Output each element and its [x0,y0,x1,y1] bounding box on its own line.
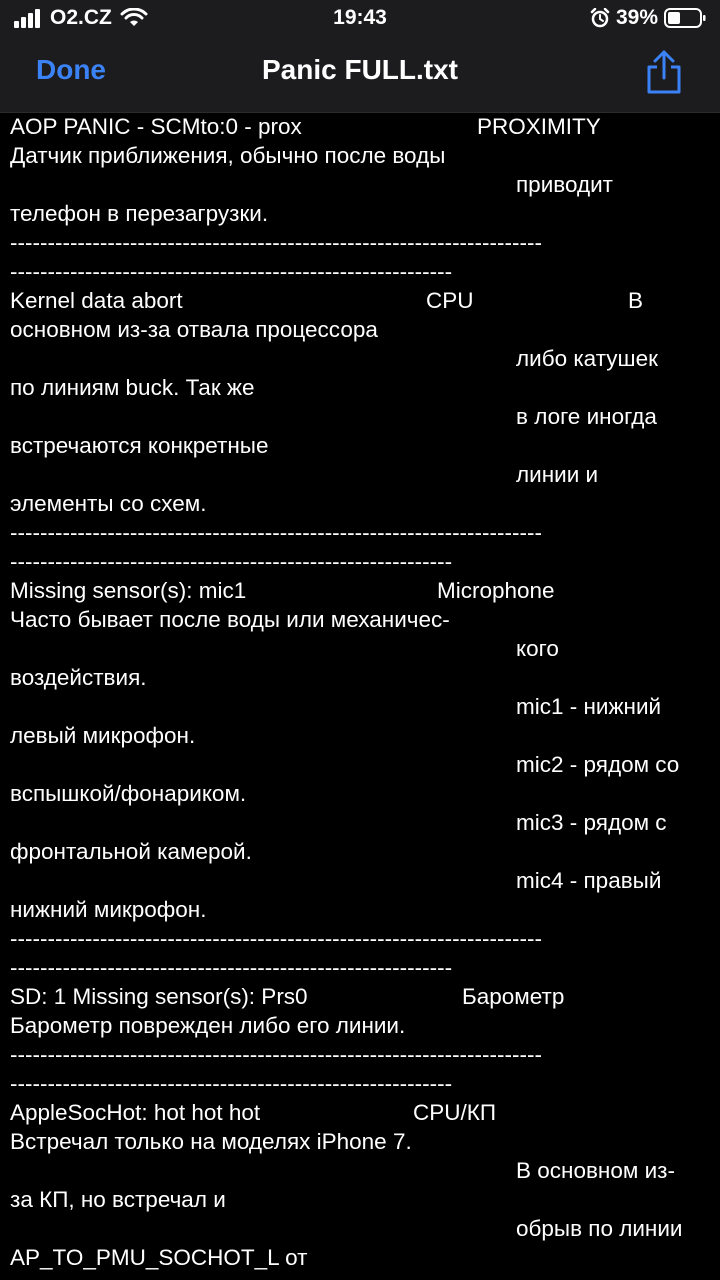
text-line: Барометр поврежден либо его линии. [10,1013,406,1038]
text-line: CPU [426,288,474,313]
carrier-name: O2.CZ [50,6,112,29]
text-line: либо катушек [516,346,658,371]
done-button[interactable]: Done [36,54,106,85]
text-line: SD: 1 Missing sensor(s): Prs0 [10,984,308,1009]
text-line: CPU/КП [413,1100,497,1125]
battery-percent: 39% [615,6,658,29]
text-line: Датчик приближения, обычно после воды [10,143,446,168]
text-line: Барометр [462,984,565,1009]
clock: 19:43 [333,6,387,29]
separator-line: ----------------------------------------------------------- [10,955,453,980]
separator-line: ----------------------------------------------------------- [10,1071,453,1096]
share-icon [644,50,684,94]
text-line: в логе иногда [516,404,657,429]
status-right [590,6,706,30]
text-line: Microphone [437,578,555,603]
text-line: за КП, но встречал и [10,1187,226,1212]
text-line: AOP PANIC - SCMto:0 - prox [10,114,302,139]
text-line: В [628,288,644,313]
share-button[interactable] [644,50,684,94]
separator-line: ----------------------------------------------------------------------- [10,1042,542,1067]
text-line: Kernel data abort [10,288,183,313]
text-line: фронтальной камерой. [10,839,252,864]
text-line: левый микрофон. [10,723,196,748]
text-line: mic4 - правый [516,868,662,893]
text-line: Missing sensor(s): mic1 [10,578,247,603]
text-line: приводит [516,172,613,197]
text-line: В основном из- [516,1158,675,1183]
text-line: нижний микрофон. [10,897,207,922]
navigation-bar [0,36,720,113]
separator-line: ----------------------------------------------------------- [10,549,453,574]
text-line: mic1 - нижний [516,694,662,719]
text-line: элементы со схем. [10,491,207,516]
text-line: воздействия. [10,665,147,690]
text-line: встречаются конкретные [10,433,269,458]
text-line: основном из-за отвала процессора [10,317,378,342]
status-bar [0,0,720,36]
text-line: AP_TO_PMU_SOCHOT_L от [10,1245,308,1270]
alarm-icon [590,8,610,28]
separator-line: ----------------------------------------------------------------------- [10,926,542,951]
text-line: mic2 - рядом со [516,752,680,777]
text-line: по линиям buck. Так же [10,375,255,400]
text-line: кого [516,636,559,661]
text-line: линии и [516,462,599,487]
separator-line: ----------------------------------------------------------- [10,259,453,284]
text-line: вспышкой/фонариком. [10,781,247,806]
text-line: PROXIMITY [477,114,601,139]
text-line: обрыв по линии [516,1216,683,1241]
text-line: телефон в перезагрузки. [10,201,269,226]
text-line: mic3 - рядом с [516,810,667,835]
separator-line: ----------------------------------------------------------------------- [10,520,542,545]
page-title: Panic FULL.txt [261,54,458,85]
text-line: AppleSocHot: hot hot hot [10,1100,261,1125]
text-line: Встречал только на моделях iPhone 7. [10,1129,412,1154]
document-content[interactable] [0,112,720,1280]
battery-icon [664,7,706,29]
separator-line: ----------------------------------------------------------------------- [10,230,542,255]
text-line: Часто бывает после воды или механичес- [10,607,450,632]
